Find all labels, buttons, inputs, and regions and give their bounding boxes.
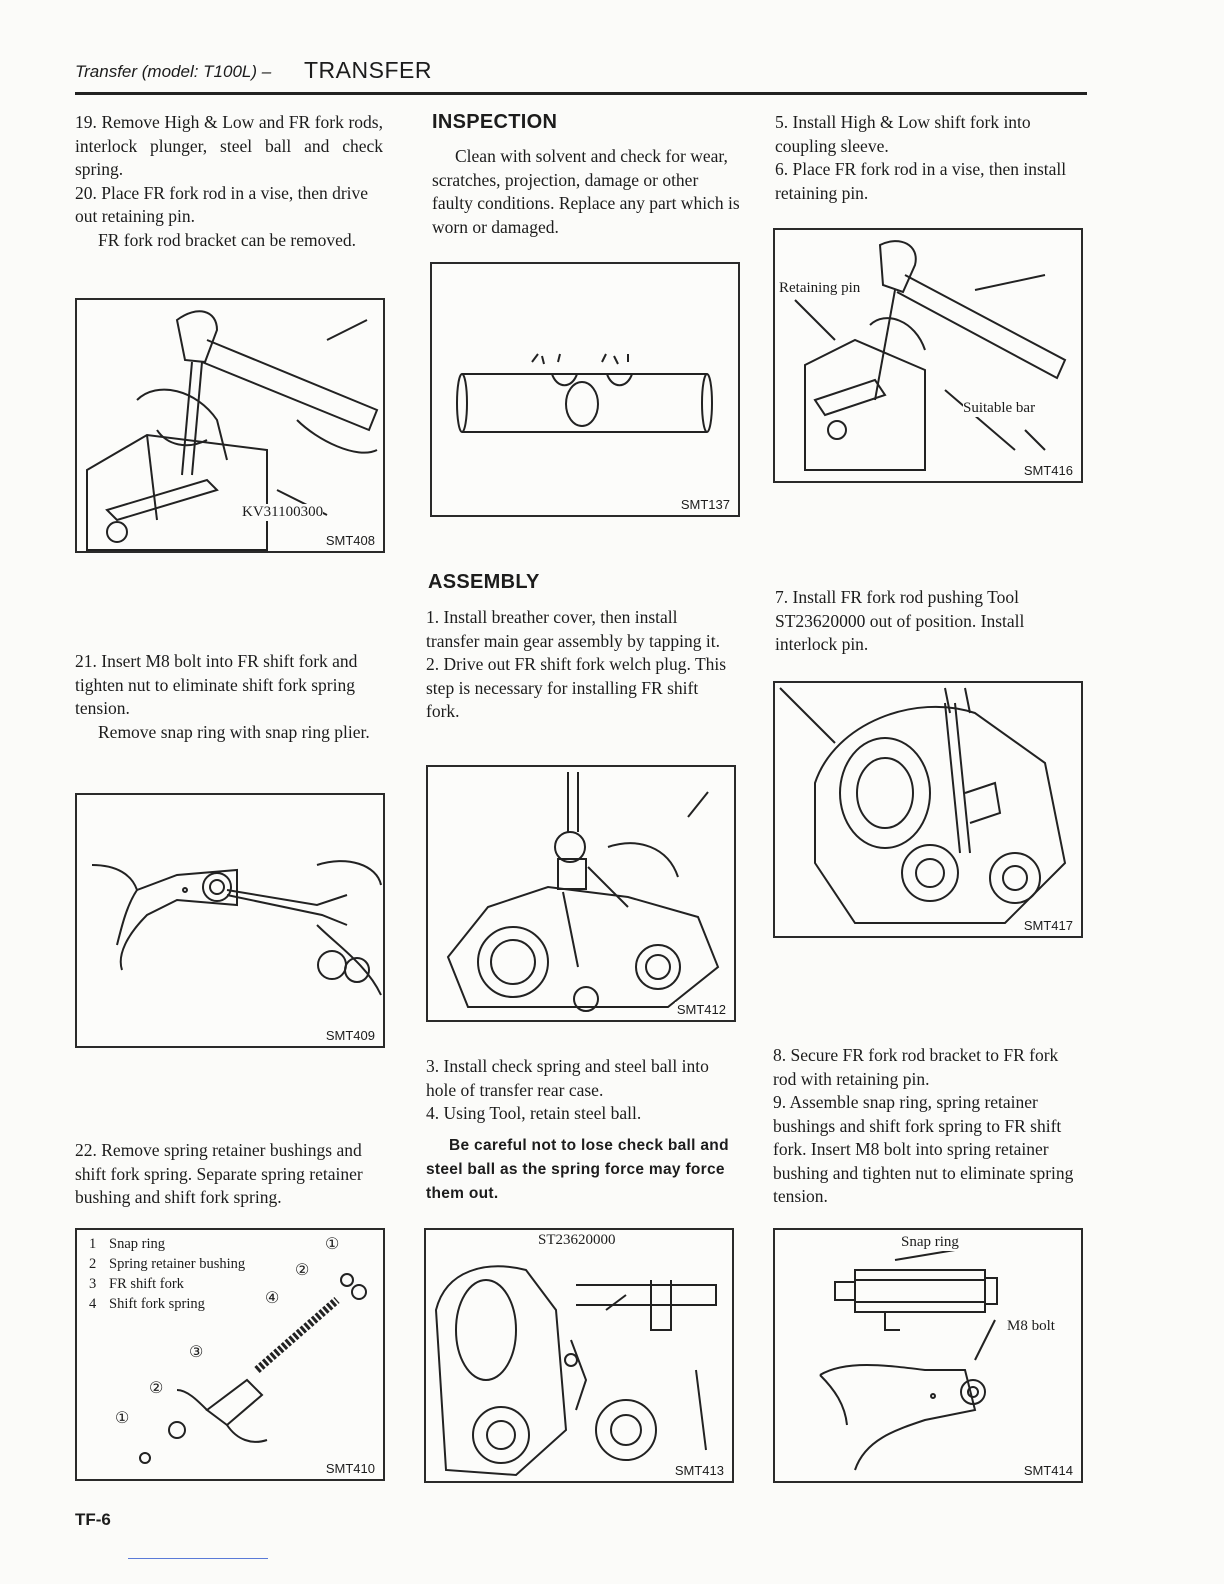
page-title: TRANSFER — [304, 57, 432, 83]
figure-smt410 — [75, 1228, 385, 1481]
step-1: 1. Install breather cover, then install transfer main gear assembly by tapping it. — [426, 607, 721, 651]
step-21: 21. Insert M8 bolt into FR shift fork and tighten nut to eliminate shift fork spring tension. — [75, 651, 358, 718]
callout-1: ① — [325, 1236, 340, 1253]
figure-smt414 — [773, 1228, 1083, 1483]
figure-smt413 — [424, 1228, 734, 1483]
callout-1b: ① — [115, 1410, 130, 1427]
figure-smt409 — [75, 793, 385, 1048]
case-drift-illustration — [428, 767, 734, 1020]
figure-code: SMT137 — [680, 497, 730, 512]
step-8: 8. Secure FR fork rod bracket to FR fork rod with retaining pin. — [773, 1045, 1059, 1089]
step-9: 9. Assemble snap ring, spring retainer bushings and shift fork spring to FR shift fork. Insert M8 bolt into spring retainer bushing and tighten nut to eliminate spring tension. — [773, 1092, 1074, 1206]
step-19: 19. Remove High & Low and FR fork rods, interlock plunger, steel ball and check spring. — [75, 112, 383, 179]
legend-item: 2 Spring retainer bushing — [89, 1256, 246, 1272]
callout-4: ④ — [265, 1290, 280, 1307]
legend-item: 4 Shift fork spring — [89, 1296, 205, 1312]
col3-top-text — [775, 111, 1083, 205]
inspection-heading: INSPECTION — [432, 111, 558, 133]
legend-item: 3 FR shift fork — [89, 1276, 184, 1292]
assembly-text-block — [426, 606, 734, 724]
figure-smt417 — [773, 681, 1083, 938]
interlock-pin-illustration — [775, 683, 1081, 936]
label-m8-bolt: M8 bolt — [1007, 1318, 1055, 1334]
col1-top-text — [75, 111, 383, 252]
step-3: 3. Install check spring and steel ball into hole of transfer rear case. — [426, 1056, 709, 1100]
figure-smt408 — [75, 298, 385, 553]
label-retaining-pin: Retaining pin — [779, 280, 861, 296]
section-subtitle: Transfer (model: T100L) – — [75, 62, 272, 81]
figure-code: SMT417 — [1023, 918, 1073, 933]
step-21-note: Remove snap ring with snap ring plier. — [98, 721, 370, 742]
callout-3: ③ — [189, 1344, 204, 1361]
inspection-text-block — [432, 145, 740, 239]
figure-code: SMT409 — [325, 1028, 375, 1043]
step-22: 22. Remove spring retainer bushings and shift fork spring. Separate spring retainer bushing and shift fork spring. — [75, 1140, 363, 1207]
callout-2b: ② — [149, 1380, 164, 1397]
tool-install-illustration — [426, 1230, 732, 1481]
figure-code: SMT416 — [1023, 463, 1073, 478]
legend-item: 1 Snap ring — [89, 1236, 165, 1252]
rod-inspection-illustration — [432, 264, 738, 515]
hammer-drift-illustration — [77, 300, 383, 551]
step-4: 4. Using Tool, retain steel ball. — [426, 1103, 642, 1123]
spring-assembly-illustration — [775, 1230, 1081, 1481]
figure-smt412 — [426, 765, 736, 1022]
step-20: 20. Place FR fork rod in a vise, then drive out retaining pin. — [75, 182, 369, 226]
figure-code: SMT412 — [676, 1002, 726, 1017]
assembly-heading: ASSEMBLY — [428, 571, 540, 593]
retaining-pin-illustration — [775, 230, 1081, 481]
label-snap-ring: Snap ring — [901, 1234, 959, 1250]
tool-label-kv31100300: KV31100300 — [242, 504, 324, 520]
step-6: 6. Place FR fork rod in a vise, then install retaining pin. — [775, 159, 1067, 203]
footer-rule — [128, 1558, 268, 1559]
header-rule — [75, 92, 1087, 95]
label-suitable-bar: Suitable bar — [963, 400, 1036, 416]
col1-mid-text — [75, 650, 383, 744]
figure-code: SMT414 — [1023, 1463, 1073, 1478]
tool-label-st23620000: ST23620000 — [538, 1232, 616, 1248]
figure-smt137 — [430, 262, 740, 517]
col3-steps-8-9 — [773, 1044, 1083, 1209]
col2-steps-3-4 — [426, 1055, 734, 1126]
exploded-parts-illustration — [77, 1230, 383, 1479]
caution-note: Be careful not to lose check ball and steel ball as the spring force may force them out. — [426, 1137, 729, 1202]
page-number: TF-6 — [75, 1510, 111, 1529]
col1-bottom-text — [75, 1139, 383, 1210]
inspection-text: Clean with solvent and check for wear, scratches, projection, damage or other faulty conditions. Replace any part which is worn or damaged. — [432, 146, 740, 237]
step-2: 2. Drive out FR shift fork welch plug. This step is necessary for installing FR shift fork. — [426, 654, 727, 721]
step-5: 5. Install High & Low shift fork into coupling sleeve. — [775, 112, 1031, 156]
figure-code: SMT410 — [325, 1461, 375, 1476]
step-7: 7. Install FR fork rod pushing Tool ST23620000 out of position. Install interlock pin. — [775, 587, 1025, 654]
snap-ring-plier-illustration — [77, 795, 383, 1046]
figure-code: SMT408 — [325, 533, 375, 548]
col3-step-7 — [775, 586, 1083, 657]
figure-smt416 — [773, 228, 1083, 483]
step-20-note: FR fork rod bracket can be removed. — [98, 229, 357, 250]
figure-code: SMT413 — [674, 1463, 724, 1478]
callout-2: ② — [295, 1262, 310, 1279]
